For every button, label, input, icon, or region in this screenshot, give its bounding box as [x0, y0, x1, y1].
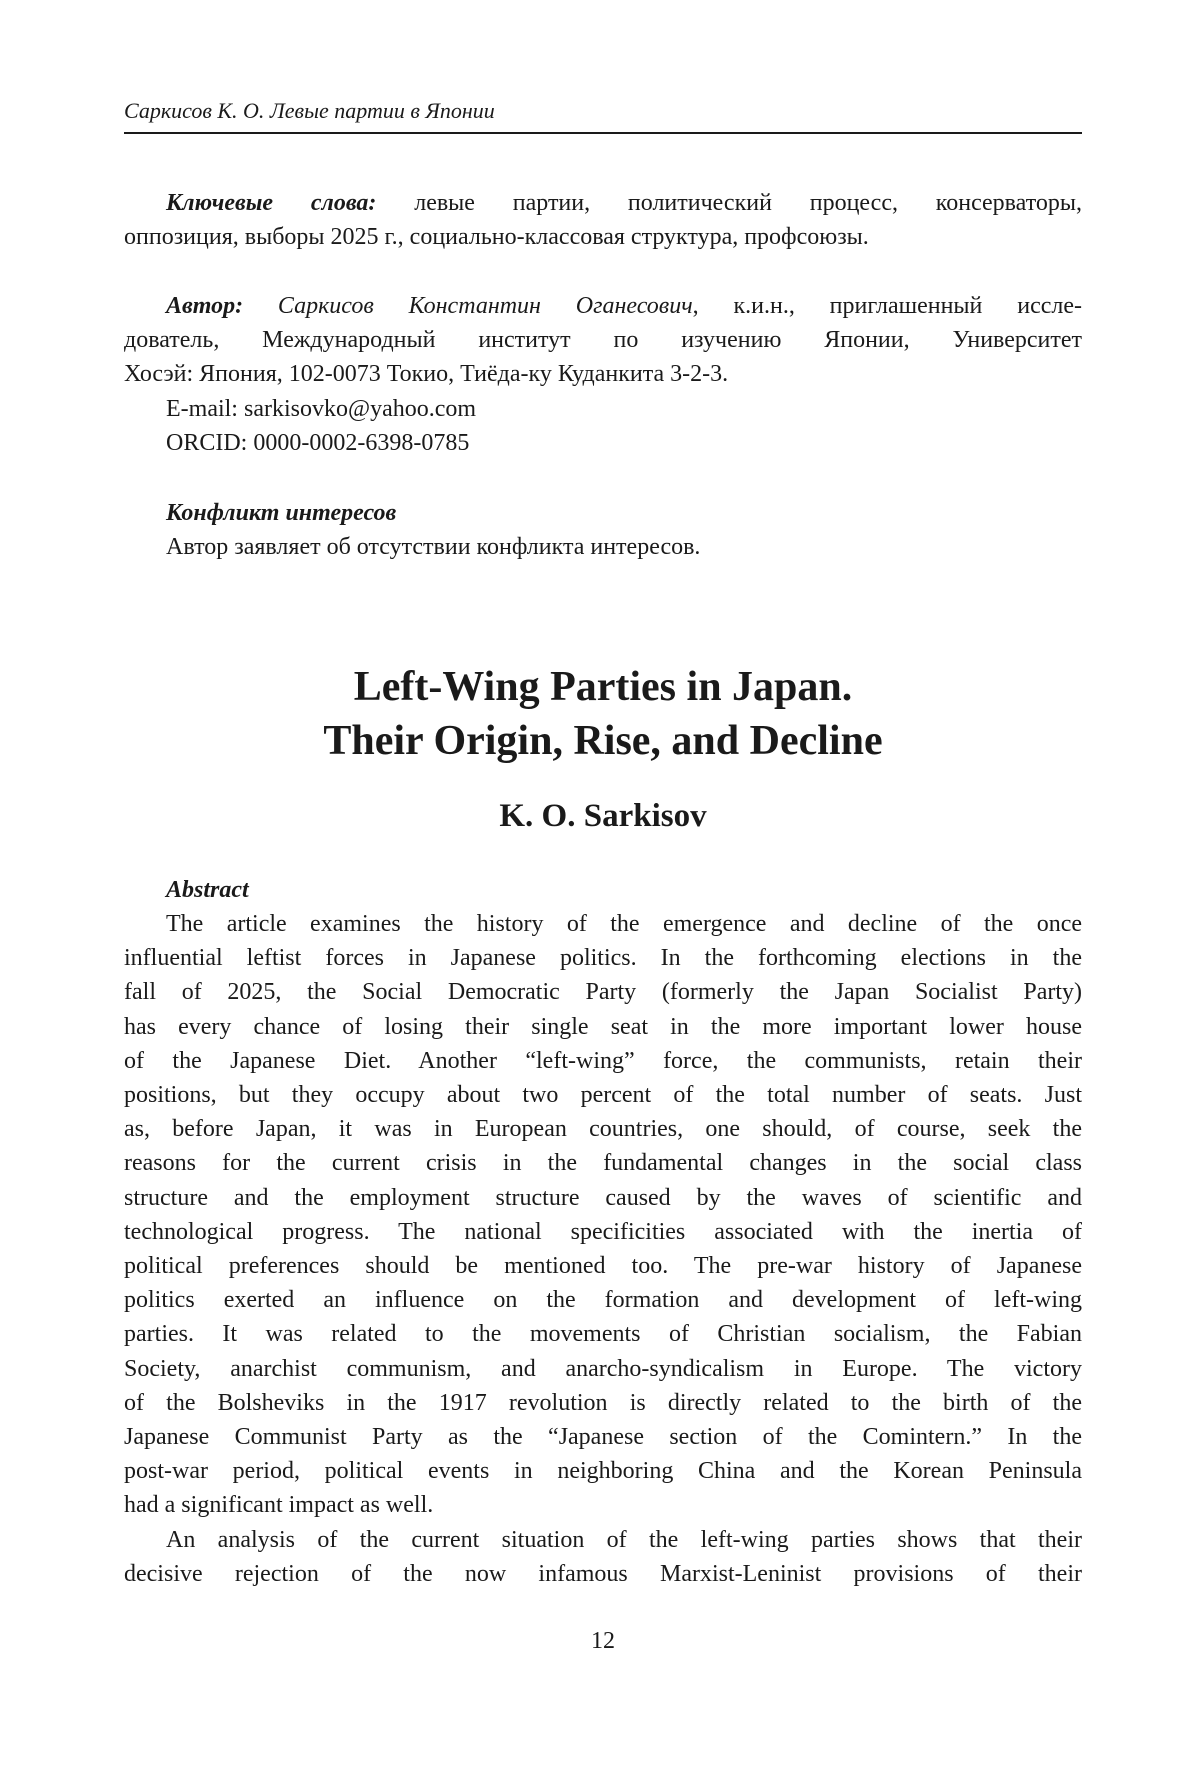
conflict-text: Автор заявляет об отсутствии конфликта интересов. — [166, 534, 701, 561]
abstract-para1-line-4: has every chance of losing their single seat in the more important lower house — [124, 1013, 1082, 1040]
abstract-para1-line-14: Society, anarchist communism, and anarcho-syndicalism in Europe. The victory — [124, 1355, 1082, 1382]
abstract-para2-line-1: An analysis of the current situation of the left-wing parties shows that their — [166, 1526, 1082, 1553]
author-info-rest: , к.и.н., приглашенный иссле- — [692, 293, 1082, 319]
abstract-para1-line-2: influential leftist forces in Japanese politics. In the forthcoming elections in the — [124, 945, 1082, 972]
abstract-para1-line-17: post-war period, political events in neighboring China and the Korean Peninsula — [124, 1458, 1082, 1485]
abstract-para1-line-15: of the Bolsheviks in the 1917 revolution is directly related to the birth of the — [124, 1389, 1082, 1416]
author-email: E-mail: sarkisovko@yahoo.com — [166, 395, 477, 422]
keywords-label: Ключевые слова: — [166, 190, 377, 216]
title-line-1: Left-Wing Parties in Japan. — [353, 664, 853, 710]
author-name-en: K. O. Sarkisov — [499, 798, 707, 834]
keywords-text-1: левые партии, политический процесс, консерваторы, — [414, 190, 1083, 216]
author-info-block — [124, 289, 1082, 460]
abstract-para1-line-8: reasons for the current crisis in the fundamental changes in the social class — [124, 1150, 1082, 1177]
keywords-line-2: оппозиция, выборы 2025 г., социально-классовая структура, профсоюзы. — [124, 224, 869, 251]
author-info-line-2: дователь, Международный институт по изучению Японии, Университет — [124, 327, 1082, 354]
conflict-heading: Конфликт интересов — [166, 500, 397, 526]
abstract-para1-line-12: politics exerted an influence on the formation and development of left-wing — [124, 1287, 1082, 1314]
abstract-heading: Abstract — [166, 877, 249, 903]
page-number: 12 — [591, 1628, 615, 1654]
abstract-para1-line-9: structure and the employment structure caused by the waves of scientific and — [124, 1184, 1082, 1211]
abstract-para1-line-16: Japanese Communist Party as the “Japanese section of the Comintern.” In the — [124, 1424, 1082, 1451]
author-info-line-3: Хосэй: Япония, 102-0073 Токио, Тиёда-ку Куданкита 3-2-3. — [124, 361, 729, 388]
title-line-2: Their Origin, Rise, and Decline — [323, 718, 883, 764]
conflict-block — [124, 496, 1082, 564]
author-name: Саркисов Константин Оганесович — [277, 293, 693, 319]
abstract-para1-line-3: fall of 2025, the Social Democratic Party (formerly the Japan Socialist Party) — [124, 979, 1082, 1006]
abstract-para2-line-2: decisive rejection of the now infamous Marxist-Leninist provisions of their — [124, 1560, 1082, 1587]
abstract-para1-line-18: had a significant impact as well. — [124, 1492, 434, 1519]
article-title — [124, 660, 1082, 768]
abstract-para1-line-10: technological progress. The national specificities associated with the inertia of — [124, 1218, 1082, 1245]
keywords-line-1 — [124, 186, 1082, 220]
author-info-line-1 — [124, 289, 1082, 323]
author-label: Автор: — [166, 293, 244, 319]
abstract-para1-line-11: political preferences should be mentioned too. The pre-war history of Japanese — [124, 1253, 1082, 1280]
keywords-block — [124, 186, 1082, 254]
abstract-body — [124, 907, 1082, 1591]
abstract-para1-line-1: The article examines the history of the emergence and decline of the once — [166, 911, 1082, 937]
abstract-para1-line-7: as, before Japan, it was in European countries, one should, of course, seek the — [124, 1116, 1082, 1143]
author-orcid: ORCID: 0000-0002-6398-0785 — [166, 429, 470, 456]
abstract-para1-line-5: of the Japanese Diet. Another “left-wing” force, the communists, retain their — [124, 1047, 1082, 1074]
abstract-para1-line-6: positions, but they occupy about two percent of the total number of seats. Just — [124, 1082, 1082, 1109]
running-head: Саркисов К. О. Левые партии в Японии — [124, 96, 1082, 134]
abstract-para1-line-13: parties. It was related to the movements of Christian socialism, the Fabian — [124, 1321, 1082, 1348]
